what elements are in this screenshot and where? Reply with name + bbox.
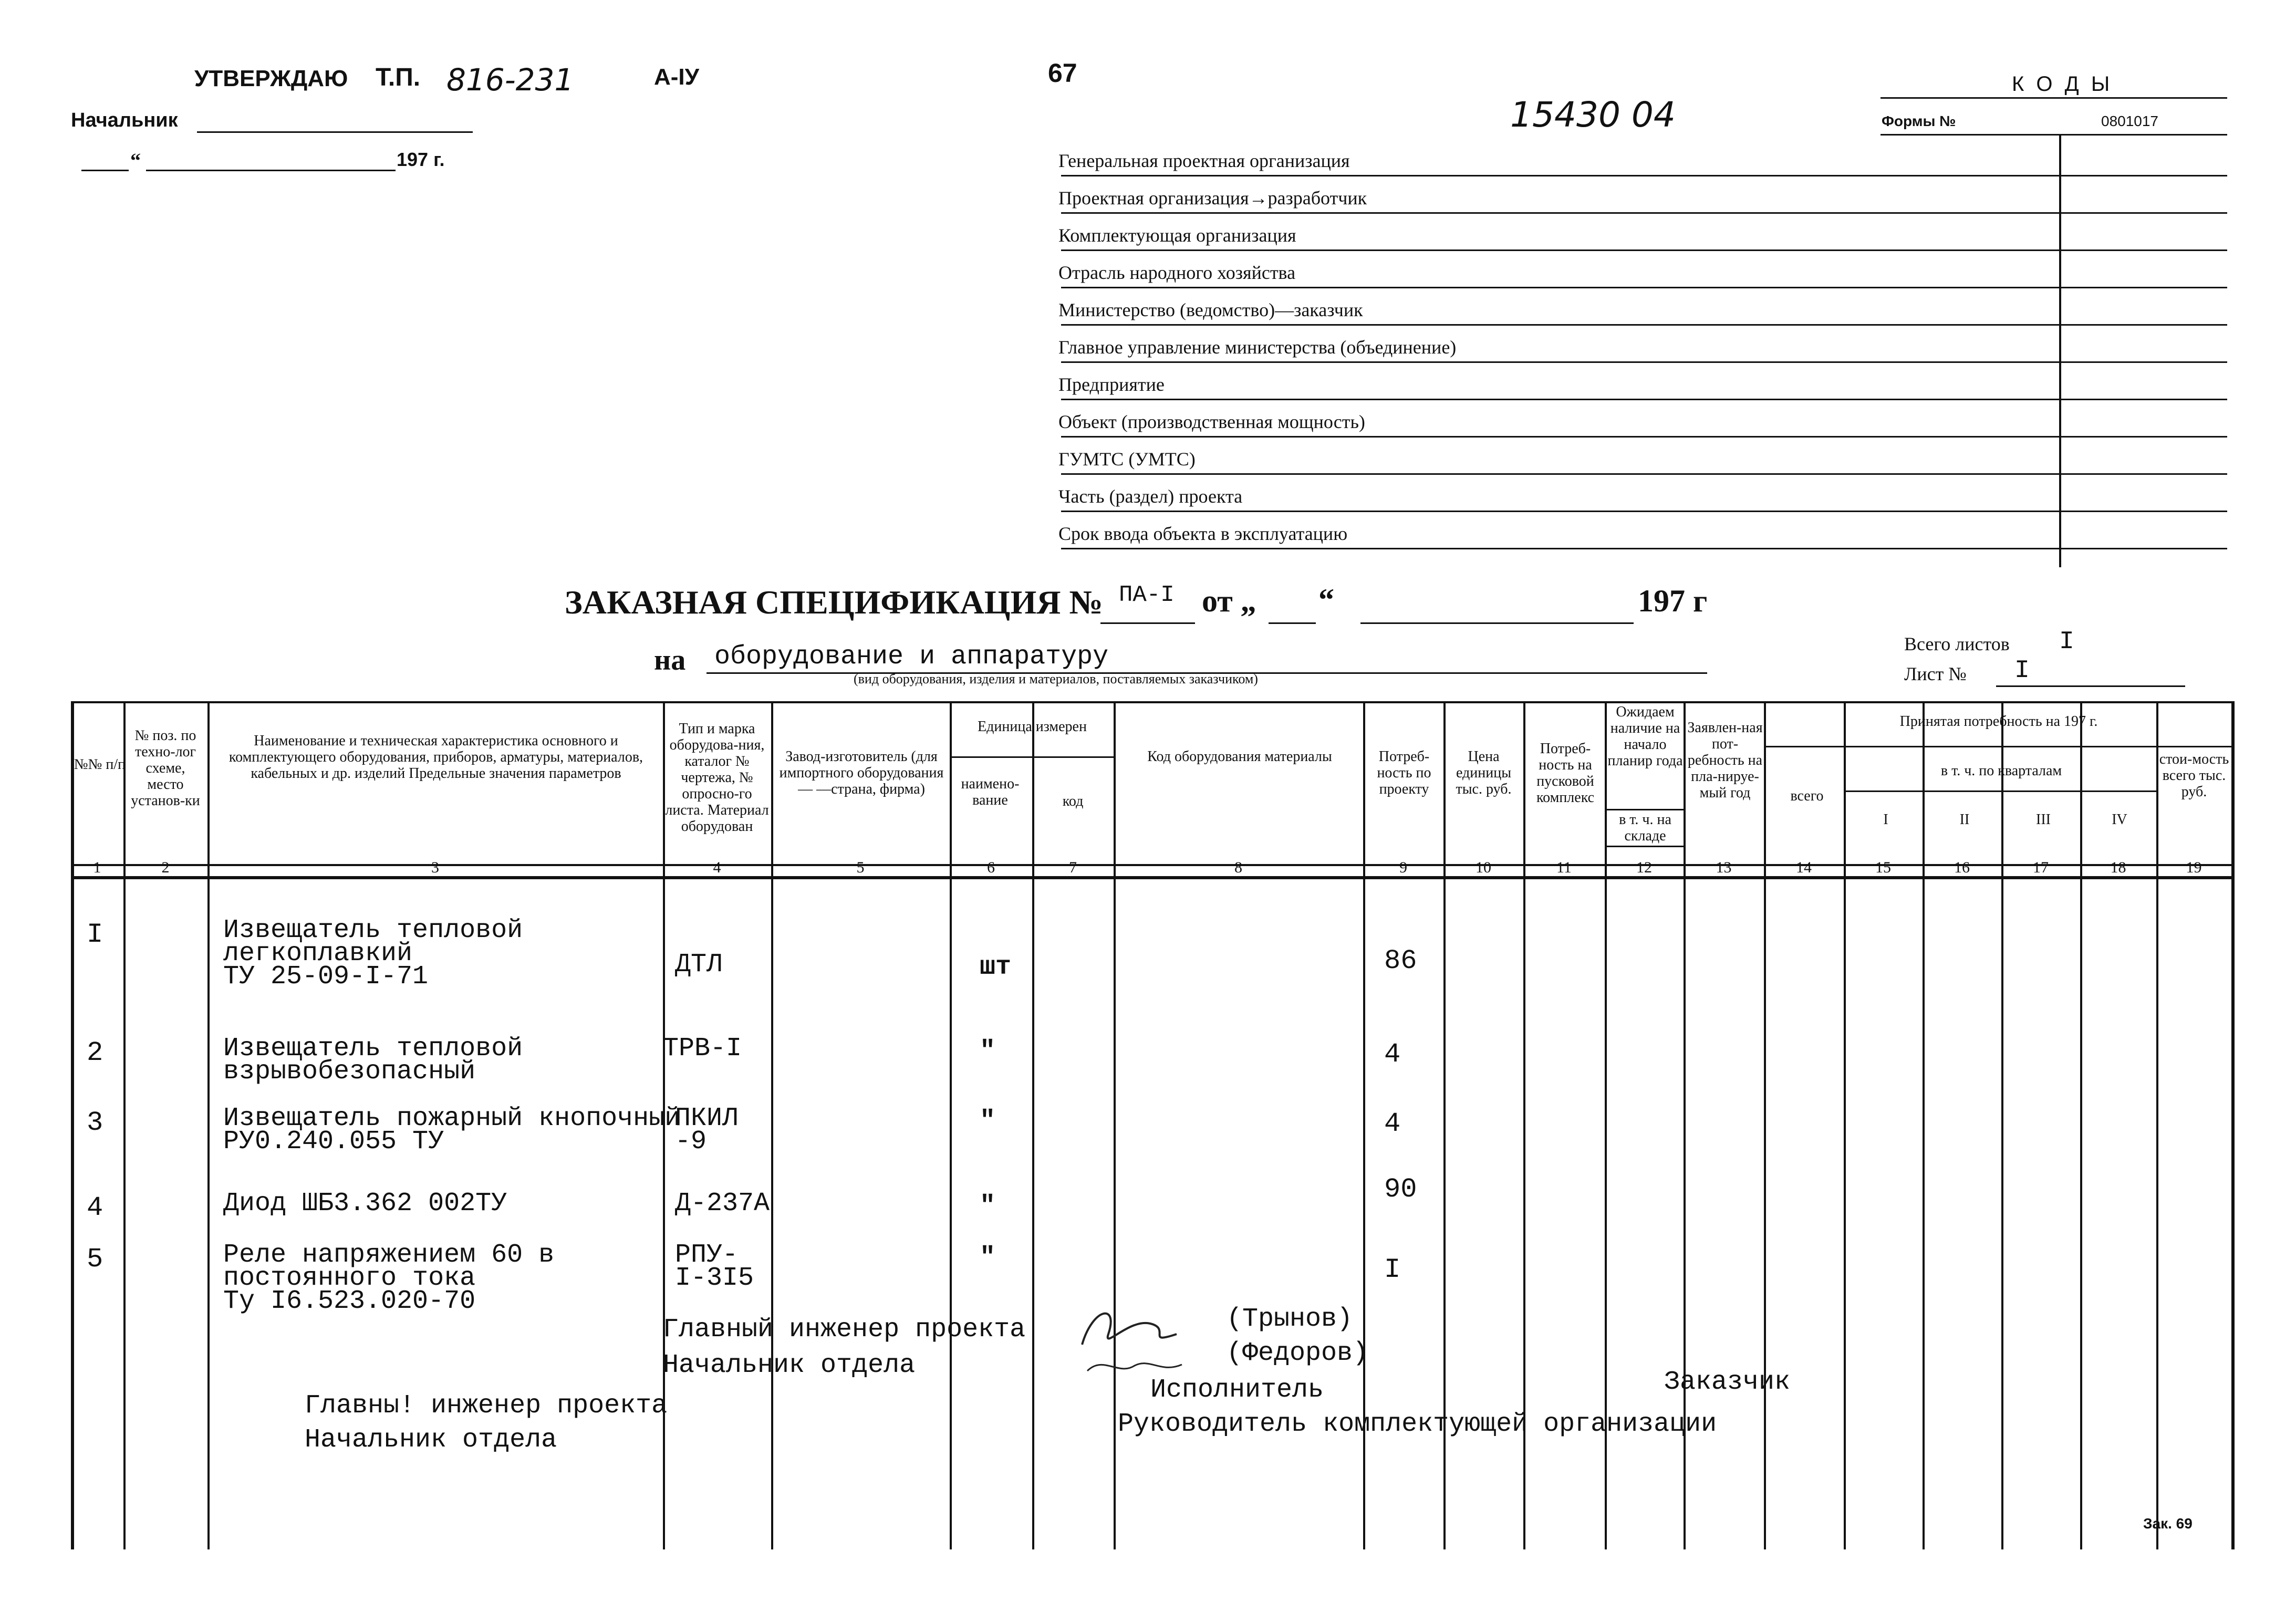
total-sheets-label: Всего листов <box>1904 633 2010 654</box>
org-field-label: ГУМТС (УМТС) <box>1058 449 1196 470</box>
row-qty: 4 <box>1384 1108 1401 1139</box>
spec-year: 197 г <box>1638 584 1708 618</box>
org-field-line <box>1061 249 2227 251</box>
header-col-16: II <box>1959 811 1970 828</box>
header-col-4: Тип и марка оборудова-ния, каталог № чертежа, № опросно-го листа. Материал оборудован <box>665 721 769 835</box>
row-name: Извещатель тепловой взрывобезопасный <box>223 1034 523 1087</box>
tp-number: 816-231 <box>446 62 574 98</box>
row-unit: " <box>980 1036 996 1066</box>
header-col-19: стои-мость всего тыс. руб. <box>2159 751 2229 800</box>
header-quarters: в т. ч. по кварталам <box>1940 763 2062 779</box>
dept-head-2: Начальник отдела <box>305 1425 557 1455</box>
form-label: Формы № <box>1882 113 1956 129</box>
column-line <box>123 701 126 1549</box>
row-name: Реле напряжением 60 в постоянного тока Ту I6.523.020-70 <box>223 1240 555 1316</box>
page-number: 67 <box>1048 58 1077 88</box>
row-unit: " <box>980 1191 996 1221</box>
column-line <box>2001 701 2003 1549</box>
sheet-value: I <box>2014 657 2030 685</box>
column-line <box>771 701 773 1549</box>
approve-label: УТВЕРЖДАЮ <box>194 66 348 91</box>
header-col-11: Потреб-ность на пусковой комплекс <box>1536 741 1595 806</box>
form-value: 0801017 <box>2101 113 2159 129</box>
org-head-label: Руководитель комплектующей организации <box>1118 1409 1717 1439</box>
signature-name-1: (Трынов) <box>1227 1304 1353 1334</box>
category-label: А-IУ <box>654 64 700 90</box>
org-field-label: Отрасль народного хозяйства <box>1058 262 1296 283</box>
column-line <box>1114 701 1116 1549</box>
row-type: ПКИЛ -9 <box>675 1104 739 1157</box>
header-col-12: Ожидаем наличие на начало планир года <box>1607 704 1683 769</box>
row-number: 2 <box>87 1037 103 1068</box>
header-col-17: III <box>2036 811 2051 828</box>
column-number: 14 <box>1796 859 1812 876</box>
column-number: 2 <box>161 859 170 876</box>
spec-title: ЗАКАЗНАЯ СПЕЦИФИКАЦИЯ № <box>565 584 1103 621</box>
column-line <box>1764 701 1766 1549</box>
header-col-10: Цена единицы тыс. руб. <box>1456 748 1512 797</box>
row-number: 5 <box>87 1244 103 1275</box>
column-number: 9 <box>1399 859 1407 876</box>
org-field-label: Часть (раздел) проекта <box>1058 486 1243 507</box>
header-col-7: код <box>1062 793 1084 809</box>
form-underline <box>1881 134 2227 136</box>
subject-na: на <box>654 644 686 677</box>
row-qty: 90 <box>1384 1174 1417 1205</box>
header-col-3: Наименование и техническая характеристика основного и комплектующего оборудования, приборов, арматуры, материалов, кабельных и др. изделий Предельные значения параметров <box>228 733 643 782</box>
date-quote: “ <box>130 149 141 172</box>
org-field-label: Главное управление министерства (объединение) <box>1058 337 1457 358</box>
org-field-label: Комплектующая организация <box>1058 225 1296 246</box>
date-month-line <box>146 170 396 171</box>
org-field-line <box>1061 175 2227 176</box>
column-line <box>1032 701 1034 1549</box>
column-number: 11 <box>1556 859 1572 876</box>
codes-title: К О Д Ы <box>2012 72 2113 96</box>
sheet-line <box>1996 685 2185 687</box>
unit-split-line <box>950 756 1114 758</box>
column-line <box>1923 701 1925 1549</box>
header-col-15: I <box>1883 811 1888 828</box>
customer-label: Заказчик <box>1664 1367 1791 1397</box>
org-field-label: Министерство (ведомство)—заказчик <box>1058 299 1363 320</box>
spec-month-line <box>1360 622 1634 624</box>
header-col-9: Потреб-ность по проекту <box>1377 748 1431 797</box>
row-name: Извещатель пожарный кнопочный РУ0.240.055 ТУ <box>223 1104 681 1157</box>
header-col-6: наимено-вание <box>961 776 1020 808</box>
org-field-label: Срок ввода объекта в эксплуатацию <box>1058 523 1348 544</box>
row-unit: " <box>980 1243 996 1273</box>
org-field-label: Предприятие <box>1058 374 1165 395</box>
row-type: РПУ- I-3I5 <box>675 1240 754 1293</box>
executor-label: Исполнитель <box>1150 1375 1324 1405</box>
header-col-12-sub: в т. ч. на складе <box>1619 811 1671 844</box>
row-name: Диод ШБ3.362 002ТУ <box>223 1189 507 1219</box>
column-line <box>71 701 74 1549</box>
org-field-line <box>1061 324 2227 326</box>
header-unit: Единица измерен <box>978 719 1087 735</box>
codes-divider <box>2059 134 2061 567</box>
column-number: 7 <box>1069 859 1077 876</box>
column-number: 18 <box>2110 859 2126 876</box>
dept-head-1: Начальник отдела <box>663 1350 916 1380</box>
total-sheets-value: I <box>2059 628 2074 656</box>
chief-engineer-2: Главны! инженер проекта <box>305 1391 668 1421</box>
column-number: 16 <box>1954 859 1970 876</box>
column-number: 10 <box>1476 859 1491 876</box>
spec-day-line <box>1269 622 1316 624</box>
row-type: Д-237А <box>675 1189 770 1219</box>
column-line <box>2080 701 2082 1549</box>
column-line <box>1844 701 1846 1549</box>
subject-caption: (вид оборудования, изделия и материалов, поставляемых заказчиком) <box>854 671 1258 686</box>
org-field-line <box>1061 212 2227 214</box>
org-field-label: Генеральная проектная организация <box>1058 150 1350 171</box>
header-col-2: № поз. по техно-лог схеме, место установ-ки <box>131 727 200 809</box>
row-qty: I <box>1384 1254 1401 1285</box>
quarters-split-line <box>1844 790 2156 792</box>
header-accepted: Принятая потребность на 197 г. <box>1899 713 2098 730</box>
column-number: 15 <box>1875 859 1891 876</box>
stock-split-line <box>1605 809 1684 810</box>
row-number: 4 <box>87 1192 103 1223</box>
stock-sub-line <box>1605 846 1684 847</box>
header-col-5: Завод-изготовитель (для импортного оборудования— —страна, фирма) <box>779 748 944 797</box>
row-number: 3 <box>87 1107 103 1138</box>
column-number: 6 <box>987 859 995 876</box>
column-line <box>2231 701 2235 1549</box>
header-col-14: всего <box>1790 788 1824 804</box>
row-name: Извещатель тепловой легкоплавкий ТУ 25-09-I-71 <box>223 915 523 992</box>
row-type: ТРВ-I <box>663 1034 742 1064</box>
column-number: 5 <box>856 859 865 876</box>
org-field-line <box>1061 399 2227 400</box>
handwritten-code: 15430 04 <box>1510 95 1676 135</box>
spec-number: ПА-I <box>1119 582 1175 608</box>
column-line <box>207 701 210 1549</box>
chief-signature-line <box>197 131 473 133</box>
codes-top-line <box>1881 97 2227 99</box>
row-unit: " <box>980 1106 996 1136</box>
header-col-18: IV <box>2112 811 2127 828</box>
column-number: 19 <box>2186 859 2202 876</box>
spec-from: от „ <box>1202 584 1256 618</box>
org-field-line <box>1061 511 2227 512</box>
column-number: 12 <box>1636 859 1652 876</box>
row-qty: 4 <box>1384 1039 1401 1070</box>
column-line <box>950 701 952 1549</box>
org-field-label: Проектная организация→разработчик <box>1058 188 1367 209</box>
table-top-line <box>71 701 2231 703</box>
tp-label: Т.П. <box>376 64 421 91</box>
subject-value: оборудование и аппаратуру <box>714 642 1109 672</box>
column-number: 4 <box>713 859 721 876</box>
signature-name-2: (Федоров) <box>1227 1338 1369 1368</box>
row-number: I <box>87 919 103 950</box>
org-field-line <box>1061 473 2227 475</box>
spec-quote: “ <box>1318 582 1334 617</box>
header-col-13: Заявлен-ная пот-ребность на пла-нируе-мый год <box>1687 720 1763 801</box>
order-note: Зак. 69 <box>2143 1515 2193 1532</box>
chief-engineer-1: Главный инженер проекта <box>663 1315 1026 1345</box>
row-unit: шт <box>980 952 1012 982</box>
org-field-line <box>1061 287 2227 288</box>
header-col-1: №№ п/п <box>74 756 126 773</box>
org-field-line <box>1061 436 2227 438</box>
header-col-8: Код оборудования материалы <box>1147 748 1332 765</box>
sheet-label: Лист № <box>1904 663 1967 684</box>
row-type: ДТЛ <box>675 950 723 980</box>
column-number: 3 <box>431 859 439 876</box>
date-day-line <box>81 170 129 171</box>
column-number: 17 <box>2033 859 2049 876</box>
column-number: 1 <box>93 859 101 876</box>
column-number: 13 <box>1716 859 1732 876</box>
signature-scribble <box>1072 1297 1198 1387</box>
chief-label: Начальник <box>71 109 178 131</box>
accepted-split-line <box>1764 746 2231 747</box>
org-field-line <box>1061 361 2227 363</box>
column-number: 8 <box>1234 859 1242 876</box>
column-line <box>2156 701 2158 1549</box>
date-year-label: 197 г. <box>397 149 445 170</box>
spec-number-line <box>1100 622 1195 624</box>
row-qty: 86 <box>1384 945 1417 976</box>
org-field-label: Объект (производственная мощность) <box>1058 411 1365 432</box>
org-field-line <box>1061 548 2227 549</box>
